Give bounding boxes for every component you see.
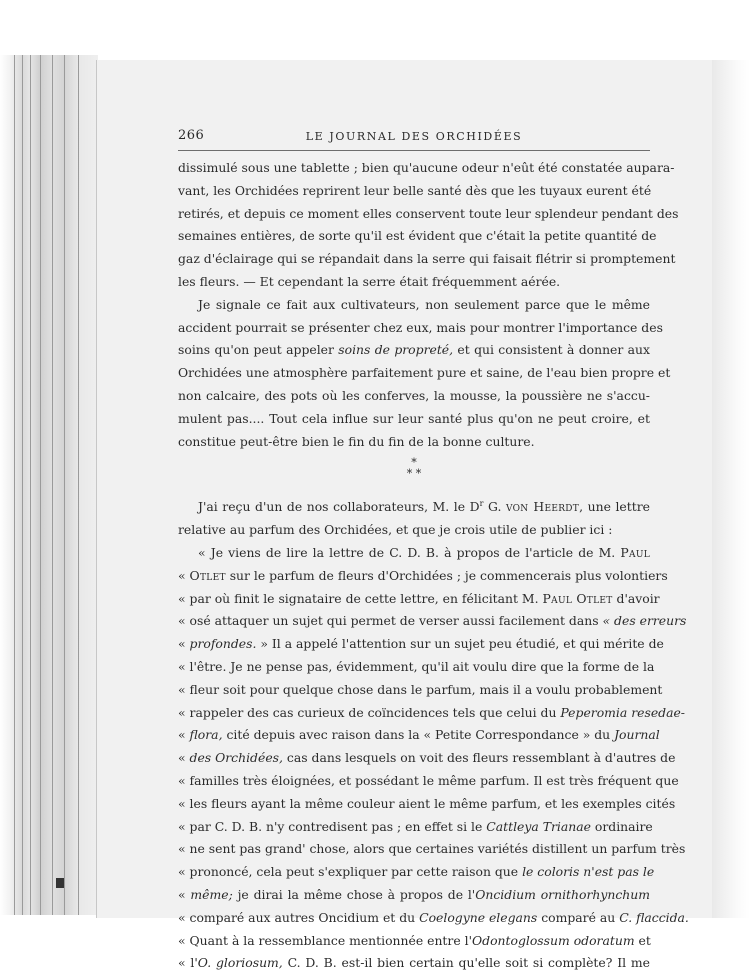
text-line bbox=[178, 907, 689, 930]
text-line bbox=[178, 884, 650, 907]
asterism-bottom: * * bbox=[406, 467, 422, 481]
text-line: retirés, et depuis ce moment elles conservent toute leur splendeur pendant des bbox=[178, 205, 679, 221]
italic-quote: « des erreurs bbox=[602, 613, 687, 629]
text-line bbox=[178, 633, 664, 656]
text-segment: cité depuis avec raison dans la « Petite Correspondance » du bbox=[222, 727, 615, 743]
text-segment: « bbox=[178, 887, 191, 903]
text-line: les fleurs. — Et cependant la serre était fréquemment aérée. bbox=[178, 273, 561, 289]
text-segment: cas dans lesquels on voit des fleurs ressemblant à d'autres de bbox=[282, 750, 676, 766]
text-segment: sur le parfum de fleurs d'Orchidées ; je commencerais plus volontiers bbox=[225, 567, 668, 583]
text-line bbox=[178, 930, 650, 953]
text-line: « l'être. Je ne pense pas, évidemment, qu'il ait voulu dire que la forme de la bbox=[178, 659, 655, 675]
text-line: Je signale ce fait aux cultivateurs, non seulement parce que le même bbox=[198, 296, 650, 312]
text-segment: soins qu'on peut appeler bbox=[178, 342, 339, 358]
running-title: LE JOURNAL DES ORCHIDÉES bbox=[305, 130, 523, 143]
text-segment: et qui consistent à donner aux bbox=[453, 342, 650, 358]
text-line: relative au parfum des Orchidées, et que je crois utile de publier ici : bbox=[178, 522, 613, 538]
text-segment: « Je viens de lire la lettre de C. D. B. à propos de l'article de M. bbox=[198, 545, 621, 561]
text-segment: « l' bbox=[178, 955, 198, 971]
text-segment: « par C. D. B. n'y contredisent pas ; en effet si le bbox=[178, 818, 487, 834]
italic-phrase: même; bbox=[190, 887, 233, 903]
text-segment: « osé attaquer un sujet qui permet de verser aussi facilement dans bbox=[178, 613, 603, 629]
text-line: dissimulé sous une tablette ; bien qu'aucune odeur n'eût été constatée aupara- bbox=[178, 160, 675, 175]
text-segment: « rappeler des cas curieux de coïncidences tels que celui du bbox=[178, 704, 561, 720]
person-name: Paul bbox=[620, 545, 650, 561]
text-line: Orchidées une atmosphère parfaitement pure et saine, de l'eau bien propre et bbox=[178, 365, 671, 381]
author-name: von Heerdt bbox=[505, 499, 580, 515]
text-segment: « bbox=[178, 567, 190, 583]
text-segment: « comparé aux autres Oncidium et du bbox=[178, 909, 420, 925]
text-line: « familles très éloignées, et possédant le même parfum. Il est très fréquent que bbox=[178, 773, 679, 789]
page-right-margin bbox=[712, 60, 750, 918]
text-line bbox=[178, 816, 653, 839]
header-rule bbox=[178, 150, 650, 151]
text-line bbox=[178, 565, 668, 588]
italic-quote: profondes. bbox=[189, 636, 257, 652]
italic-phrase: le coloris n'est pas le bbox=[522, 864, 655, 880]
species-name: Coelogyne elegans bbox=[419, 909, 538, 925]
text-segment: « par où finit le signataire de cette lettre, en félicitant M. bbox=[178, 590, 543, 606]
species-name: Cattleya Trianae bbox=[486, 818, 591, 834]
text-line: accident pourrait se présenter chez eux, mais pour montrer l'importance des bbox=[178, 319, 663, 335]
species-name: Oncidium ornithorhynchum bbox=[475, 887, 650, 903]
text-segment: « Quant à la ressemblance mentionnée entre l' bbox=[178, 932, 472, 948]
binding-mark bbox=[56, 878, 64, 888]
journal-title: des Orchidées, bbox=[189, 750, 283, 766]
superscript: r bbox=[479, 499, 484, 509]
text-segment: comparé au bbox=[537, 909, 620, 925]
text-segment: « bbox=[178, 727, 190, 743]
text-segment: ordinaire bbox=[590, 818, 653, 834]
text-line: gaz d'éclairage qui se répandait dans la serre qui faisait flétrir si promptement bbox=[178, 251, 676, 267]
species-name: Peperomia resedae- bbox=[560, 704, 685, 720]
text-line bbox=[178, 493, 650, 519]
text-segment: je dirai la même chose à propos de l' bbox=[232, 887, 476, 903]
section-separator-asterism bbox=[178, 457, 650, 481]
body-text bbox=[178, 157, 689, 975]
text-line: vant, les Orchidées reprirent leur belle santé dès que les tuyaux eurent été bbox=[178, 182, 652, 198]
text-segment: et bbox=[634, 932, 651, 948]
text-line bbox=[178, 952, 650, 975]
italic-term: soins de propreté, bbox=[338, 342, 454, 358]
text-line: « fleur soit pour quelque chose dans le parfum, mais il a voulu probablement bbox=[178, 681, 663, 697]
text-segment: G. bbox=[483, 499, 506, 515]
text-segment: J'ai reçu d'un de nos collaborateurs, M. le D bbox=[198, 499, 480, 515]
text-segment: « prononcé, cela peut s'expliquer par cette raison que bbox=[178, 864, 523, 880]
species-name: Odontoglossum odoratum bbox=[471, 932, 635, 948]
text-line: « ne sent pas grand' chose, alors que certaines variétés distillent un parfum très bbox=[178, 841, 686, 857]
text-line bbox=[178, 588, 660, 611]
text-segment: , une lettre bbox=[579, 499, 650, 515]
text-line bbox=[178, 861, 655, 884]
text-segment: C. D. B. est-il bien certain qu'elle soit si complète? Il me bbox=[282, 955, 650, 971]
text-line bbox=[178, 724, 660, 747]
text-line: mulent pas.... Tout cela influe sur leur santé plus qu'on ne peut croire, et bbox=[178, 410, 650, 426]
person-name: Otlet bbox=[189, 567, 226, 583]
text-segment: « bbox=[178, 636, 190, 652]
text-segment: d'avoir bbox=[612, 590, 660, 606]
text-line: constitue peut-être bien le fin du fin de la bonne culture. bbox=[178, 433, 535, 449]
text-line bbox=[178, 702, 685, 725]
text-line bbox=[178, 610, 687, 633]
species-name: O. gloriosum, bbox=[197, 955, 283, 971]
book-binding-edge bbox=[0, 55, 98, 915]
text-line: non calcaire, des pots où les conferves, la mousse, la poussière ne s'accu- bbox=[178, 387, 650, 403]
text-line: « les fleurs ayant la même couleur aient le même parfum, et les exemples cités bbox=[178, 795, 676, 811]
page-number: 266 bbox=[178, 128, 205, 143]
page-header bbox=[178, 128, 650, 144]
species-name: flora, bbox=[189, 727, 223, 743]
text-line bbox=[178, 747, 676, 770]
text-line: semaines entières, de sorte qu'il est évident que c'était la petite quantité de bbox=[178, 228, 657, 244]
asterism-top: * bbox=[411, 456, 417, 470]
journal-title: Journal bbox=[614, 727, 660, 743]
text-line bbox=[178, 542, 650, 565]
text-line bbox=[178, 339, 650, 362]
text-segment: » Il a appelé l'attention sur un sujet peu étudié, et qui mérite de bbox=[256, 636, 664, 652]
person-name: Paul Otlet bbox=[542, 590, 613, 606]
species-name: C. flaccida. bbox=[619, 909, 689, 925]
text-segment: « bbox=[178, 750, 190, 766]
